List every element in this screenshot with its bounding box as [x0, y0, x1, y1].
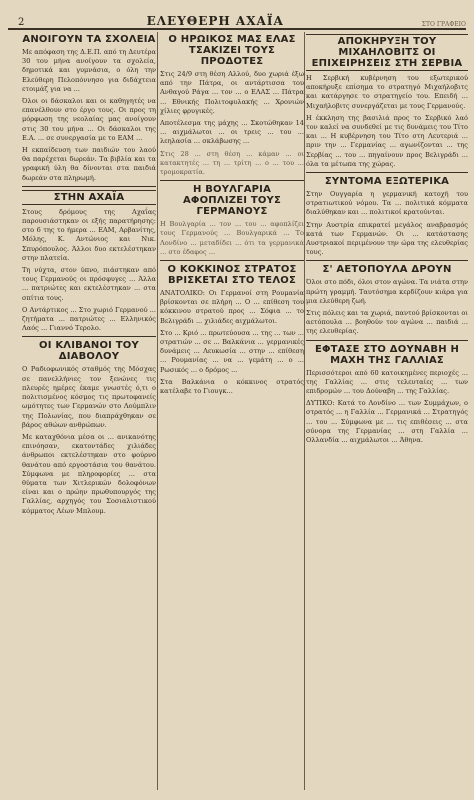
- headline-eaglets: Σ' ΑΕΤΟΠΟΥΛΑ ΔΡΟΥΝ: [322, 264, 452, 276]
- article-text: ΔΥΤΙΚΟ: Κατά το Λονδίνο ... των Συμμάχων, ο στρατός ... η Γαλλία ... Γερμανικά ... Στρατηγός ... του ... Σύμφωνα με ... τις επιθέσεις ... στα σύνορα της Γερμανίας ... στη Γαλλία ... Ολλανδία ... αιχμάλωτοι ... Άθηνα.: [306, 399, 468, 445]
- article-text: Η έκκληση της βασιλιά προς το Σερβικό λαό τον καλεί να συνδεθεί με τις δυνάμεις του Τίτο και ... Η κυβέρνηση του Τίτο στη Λευτεριά ... πριν την ... Γερμανίας ... αγωνίζονται ... της Σερβίας ... του ... πηγαίνουν προς Βελιγράδι ... όλα τα μέτωπα της χώρας.: [306, 113, 468, 168]
- headline-mihailovic: ΑΠΟΚΗΡΥΞΗ ΤΟΥ ΜΙΧΑΗΛΟΒΙΤΣ ΟΙ ΕΠΙΧΕΙΡΗΣΕΙΣ ΣΤΗ ΣΕΡΒΙΑ: [306, 34, 468, 71]
- article-text: Στις πόλεις και τα χωριά, παντού βρίσκονται οι αετόπουλα ... βοηθούν τον αγώνα ... παιδιά ... της ελευθερίας.: [306, 309, 468, 336]
- article-text: Στην Ουγγαρία η γερμανική κατοχή του στρατιωτικού νόμου. Τα ... πολιτικά κόμματα διαλύθηκαν και ... πολιτικοί κρατούνται.: [306, 190, 468, 217]
- masthead: [8, 4, 466, 30]
- article-text: Στην Αυστρία επικρατεί μεγάλος αναβρασμός κατά των Γερμανών. Οι ... κατάστασης Αυστριακοί περιμένουν την ώρα της ελευθερίας τους.: [306, 220, 468, 257]
- headline-bulgaria: Η ΒΟΥΛΓΑΡΙΑ ΑΦΟΠΛΙΖΕΙ ΤΟΥΣ ΓΕΡΜΑΝΟΥΣ: [182, 184, 282, 218]
- library-stamp: ΣΤΟ ΓΡΑΦΕΙΟ: [421, 21, 466, 28]
- headline-foreign-briefs: ΣΥΝΤΟΜΑ ΕΞΩΤΕΡΙΚΑ: [324, 176, 450, 188]
- article-text: Στους δρόμους της Αχαΐας παρουσιάστηκαν οι εξής παρατήρησης: στο 6 της το ήμερα ... ΕΑΜ, Αρβανίτης, Μόλης, Κ. Αντώνιος και Νικ. Σπυρόπουλος. Άλλοι δυο εκτελέστηκαν στην πλατεία.: [22, 207, 156, 262]
- headline-ovens: ΟΙ ΚΛΙΒΑΝΟΙ ΤΟΥ ΔΙΑΒΟΛΟΥ: [39, 340, 139, 363]
- divider: [306, 172, 468, 173]
- column-2: [160, 32, 304, 794]
- divider: [22, 186, 156, 187]
- column-3: [306, 32, 468, 794]
- divider: [22, 336, 156, 337]
- column-divider-1: [157, 32, 158, 790]
- headline-achaia: ΣΤΗΝ ΑΧΑΪΑ: [22, 190, 156, 205]
- divider: [306, 340, 468, 341]
- page-number: 2: [18, 17, 25, 28]
- newspaper-title: ΕΛΕΥΘΕΡΗ ΑΧΑΪΑ: [146, 14, 284, 28]
- article-text: ΑΝΑΤΟΛΙΚΟ: Οι Γερμανοί στη Ρουμανία βρίσκονται σε πλήρη ... Ο ... επίθεση του κόκκινου στρατού προς ... Σόφια ... το Βελιγράδι ... χιλιάδες αιχμάλωτοι.: [160, 289, 304, 325]
- article-text: Η Σερβική κυβέρνηση του εξωτερικού αποκήρυξε επίσημα το στρατηγό Μιχαήλοβιτς και κατάργησε το στρατηγείο του. Επειδή ... Μιχαήλοβιτς συνεργάζεται με τους Γερμανούς.: [306, 74, 468, 110]
- article-text: Τη νύχτα, στον ύπνο, πιάστηκαν από τους Γερμανούς οι πρόσφυγες ... Άλλα ... πατριώτες και εκτελέστηκαν ... στα σπίτια τους.: [22, 266, 156, 302]
- article-text: Στο ... Κριό ... πρωτεύουσα ... της ... των ... στρατιών ... σε ... Βαλκάνια ... γερμανικές δυνάμεις ... Λευκωσία ... στην ... επίθεση ... Ρουμανίας ... να ... γεμάτη ... ο ... Ρωσικός ... ο δρόμος ...: [160, 328, 304, 374]
- article-text: Η εκπαίδευση των παιδιών του λαού θα παρέχεται δωρεάν. Τα βιβλία και τα γραφική ύλη θα δίνονται στα παιδιά δωρεάν στα πληρωμή.: [22, 146, 156, 182]
- headline-danube: ΕΦΤΑΣΕ ΣΤΟ ΔΟΥΝΑΒΗ Η ΜΑΧΗ ΤΗΣ ΓΑΛΛΙΑΣ: [314, 343, 460, 366]
- article-text: Με καταχθόνια μέσα οι ... ανικανότης επινόησαν, εκατοντάδες χιλιάδες άνθρωποι εκτελέστηκαν στο φούρνο θανάτου από εργοστάσια του θανάτου. Σύμφωνα με πληροφορίες ... στα θύματα των Χιτλερικών δολοφόνων είναι και ο πρώην πρωθυπουργός της Γαλλίας, αρχηγός του Σοσιαλιστικού κόμματος Λέων Μπλουμ.: [22, 432, 156, 515]
- article-text: Στις 28 ... στη θέση ... κάμαν ... οι κατακτητές ... τη ... τρίτη ... ο ... του ... τρομοκρατία.: [160, 149, 304, 177]
- article-text: Περισσότεροι από 60 κατοικημένες περιοχές ... της Γαλλίας ... στις τελευταίες ... των επιδρομών ... του Δούναβη ... της Γαλλίας.: [306, 368, 468, 396]
- headline-red-army: Ο ΚΟΚΚΙΝΟΣ ΣΤΡΑΤΟΣ ΒΡΙΣΚΕΤΑΙ ΣΤΟ ΤΕΛΟΣ: [167, 264, 297, 287]
- article-text: Όλοι στο πόδι, όλοι στον αγώνα. Τα νιάτα στην πρώτη γραμμή. Ταυτόσημα κερδίζουν κιάρα για μια ελεύθερη ζωή.: [306, 278, 468, 305]
- article-text: Η Βουλγαρία ... τον ... του ... αφοπλίζει τους Γερμανούς ... Βουλγαρικά ... Το Λονδίνο ... μεταδίδει ... ότι τα γερμανικά ... στο έδαφος ...: [160, 220, 304, 256]
- divider: [160, 260, 304, 261]
- article-text: Ο Ραδιοφωνικός σταθμός της Μόσχας σε πανελλήνιες τον ξενώνες τις πλευρές ημέρες έκαμε γνωστές ό,τι ο πολιτισμένος κόσμος τις πρωτοφανείς ωμότητες των Γερμανών στο Λούμπλιν της Πολωνίας, που διαπράχθηκαν σε βάρος αθώων ανθρώπων.: [22, 365, 156, 429]
- article-text: Στις 24/9 στη θέση Αλλού, δυο χωριά έξω από την Πάτρα, οι αντάρτισσα του Ανθαγού Ράγα ... τον ... ο ΕΛΑΣ ... Πάτρα ... Εθνικής Πολιτοφυλακής ... Χρονιών χίλιες φρυγικές.: [160, 70, 304, 115]
- article-text: Στα Βαλκάνια ο κόκκινος στρατός κατέλαβε το Γιουγκ...: [160, 377, 304, 396]
- article-text: Με απόφαση της Δ.Ε.Π. από τη Δευτέρα 30 του μήνα ανοίγουν τα σχολεία, δημοτικά και γυμνάσια, ο όλη την Ελεύθερη Πελοπόννησο για διδάχτεια ετοιμάζ για να ...: [22, 48, 156, 93]
- divider: [160, 180, 304, 181]
- article-text: Αποτέλεσμα της μάχης ... Σκοτώθηκαν 14 ... αιχμάλωτοι ... οι τρεις ... του ... λεηλασία ... σκλάβωσης ...: [160, 119, 304, 146]
- divider: [306, 260, 468, 261]
- article-text: Ο Αντάρτικος ... Στο χωριό Γερμανού ... ζητήματα ... πατριώτες ... Ελληνικός Λαός ... Γιαννό Τερολο.: [22, 305, 156, 333]
- column-1: [22, 32, 156, 794]
- headline-elas: Ο ΗΡΩΙΚΟΣ ΜΑΣ ΕΛΑΣ ΤΣΑΚΙΖΕΙ ΤΟΥΣ ΠΡΟΔΟΤΕΣ: [168, 34, 296, 67]
- column-divider-2: [304, 32, 305, 790]
- article-text: Όλοι οι δάσκαλοι και οι καθηγητές να επανέλθουν στο έργο τους. Οι προς τη μόρφωση της νεολαίας μας ανοίγουν στις 30 του μήνα ... Οι δάσκαλοι της Ε.Α. ... σε συνεργασία με το ΕΑΜ ...: [22, 97, 156, 142]
- headline-schools: ΑΝΟΙΓΟΥΝ ΤΑ ΣΧΟΛΕΙΑ: [22, 34, 156, 45]
